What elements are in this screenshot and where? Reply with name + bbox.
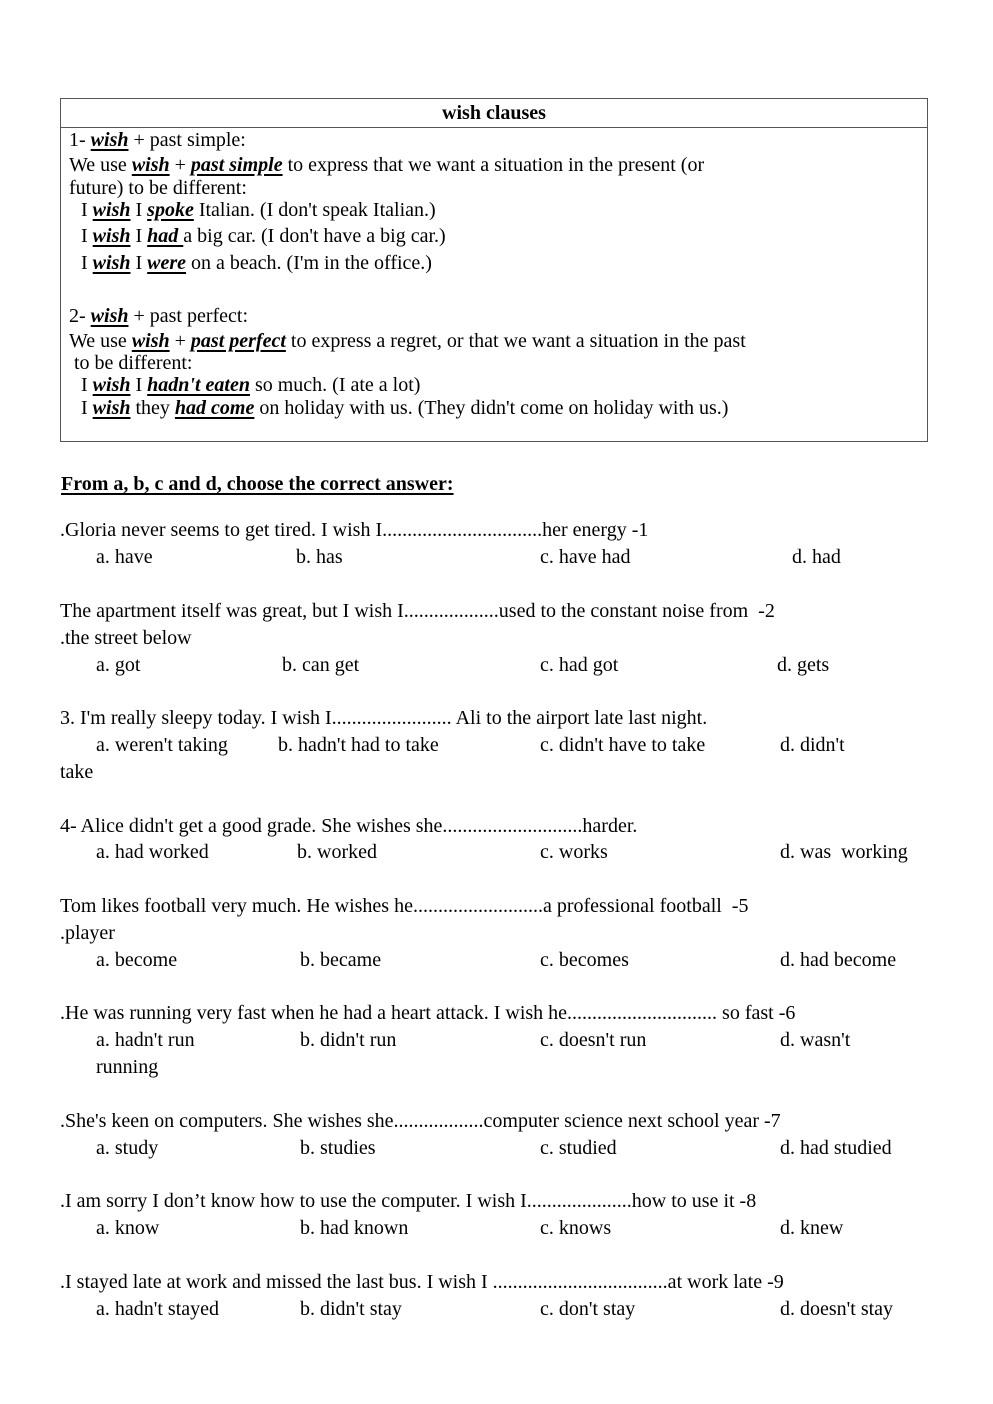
section2-heading-suffix: + past perfect:: [128, 305, 249, 327]
question-4-option-d[interactable]: d. was working: [780, 841, 908, 863]
example-text: a big car. (I don't have a big car.): [183, 225, 446, 247]
question-6-option-c[interactable]: c. doesn't run: [540, 1029, 647, 1051]
question-3-text: 3. I'm really sleepy today. I wish I........................ Ali to the airport late last night.: [60, 707, 708, 729]
example-text: on holiday with us. (They didn't come on holiday with us.): [254, 397, 729, 419]
question-6-option-b[interactable]: b. didn't run: [300, 1029, 397, 1051]
example-text: I: [130, 374, 148, 396]
section2-description: [69, 329, 746, 353]
example-keyword: had come: [174, 397, 255, 419]
question-4-option-c[interactable]: c. works: [540, 841, 608, 863]
question-7-option-c[interactable]: c. studied: [540, 1137, 617, 1159]
question-5-option-a[interactable]: a. become: [96, 949, 178, 971]
desc-text: We use: [69, 154, 132, 176]
example-keyword: wish: [92, 374, 131, 396]
question-4-option-a[interactable]: a. had worked: [96, 841, 209, 863]
question-7-option-b[interactable]: b. studies: [300, 1137, 376, 1159]
question-8-option-a[interactable]: a. know: [96, 1217, 160, 1239]
desc-text: +: [169, 330, 191, 352]
question-6-option-a[interactable]: a. hadn't run: [96, 1029, 195, 1051]
section1-description: [69, 153, 704, 177]
question-2-option-d[interactable]: d. gets: [777, 654, 830, 676]
example-text: Italian. (I don't speak Italian.): [193, 199, 436, 221]
section1-heading-suffix: + past simple:: [128, 129, 246, 151]
section2-description-line2: to be different:: [69, 352, 193, 374]
example-text: I: [130, 252, 148, 274]
section1-heading-prefix: 1-: [69, 129, 91, 151]
desc-keyword: past perfect: [190, 330, 286, 352]
question-1-option-b[interactable]: b. has: [296, 546, 343, 568]
example-keyword: wish: [92, 397, 131, 419]
example-text: so much. (I ate a lot): [249, 374, 421, 396]
desc-keyword: wish: [131, 154, 170, 176]
question-2-option-b[interactable]: b. can get: [282, 654, 360, 676]
example-keyword: spoke: [147, 199, 194, 221]
question-5-text: Tom likes football very much. He wishes he..........................a professional football -5: [60, 895, 749, 917]
question-9-option-d[interactable]: d. doesn't stay: [780, 1298, 894, 1320]
section1-example: [81, 251, 432, 275]
desc-keyword: past simple: [190, 154, 283, 176]
question-6-option-d-wrap: running: [96, 1056, 159, 1078]
example-text: I: [81, 199, 93, 221]
example-keyword: had: [147, 225, 184, 247]
question-7-option-a[interactable]: a. study: [96, 1137, 159, 1159]
section1-description-line2: future) to be different:: [69, 177, 247, 199]
example-text: on a beach. (I'm in the office.): [186, 252, 432, 274]
section1-heading: [69, 128, 246, 152]
section1-example: [81, 224, 446, 248]
question-5-option-d[interactable]: d. had become: [780, 949, 897, 971]
question-7-text: .She's keen on computers. She wishes she..................computer science next school year -7: [60, 1110, 781, 1132]
question-2-option-a[interactable]: a. got: [96, 654, 141, 676]
question-9-option-b[interactable]: b. didn't stay: [300, 1298, 402, 1320]
desc-text: +: [169, 154, 191, 176]
desc-text: to express that we want a situation in the present (or: [282, 154, 705, 176]
example-keyword: wish: [92, 225, 131, 247]
question-3-option-b[interactable]: b. hadn't had to take: [278, 734, 439, 756]
question-5-option-b[interactable]: b. became: [300, 949, 382, 971]
section2-heading-prefix: 2-: [69, 305, 91, 327]
question-1-option-c[interactable]: c. have had: [540, 546, 631, 568]
question-7-option-d[interactable]: d. had studied: [780, 1137, 892, 1159]
question-6-option-d[interactable]: d. wasn't: [780, 1029, 851, 1051]
question-8-option-c[interactable]: c. knows: [540, 1217, 612, 1239]
example-text: I: [81, 397, 93, 419]
question-2-text: The apartment itself was great, but I wish I...................used to the constant noise from -2: [60, 600, 775, 622]
question-8-option-d[interactable]: d. knew: [780, 1217, 844, 1239]
question-3-option-a[interactable]: a. weren't taking: [96, 734, 228, 756]
example-text: I: [130, 225, 148, 247]
section2-heading: [69, 304, 248, 328]
example-keyword: hadn't eaten: [147, 374, 250, 396]
section2-example: [81, 373, 420, 397]
example-text: I: [81, 252, 93, 274]
question-3-option-d-wrap: take: [60, 761, 94, 783]
section1-example: [81, 198, 436, 222]
example-keyword: wish: [92, 252, 131, 274]
question-2-text-line2: .the street below: [60, 627, 192, 649]
question-3-option-d[interactable]: d. didn't: [780, 734, 845, 756]
question-5-option-c[interactable]: c. becomes: [540, 949, 629, 971]
question-5-text-line2: .player: [60, 922, 115, 944]
question-6-text: .He was running very fast when he had a heart attack. I wish he.............................. so fast -6: [60, 1002, 796, 1024]
example-keyword: were: [147, 252, 187, 274]
question-9-option-a[interactable]: a. hadn't stayed: [96, 1298, 220, 1320]
question-2-option-c[interactable]: c. had got: [540, 654, 619, 676]
example-text: I: [81, 225, 93, 247]
question-8-option-b[interactable]: b. had known: [300, 1217, 409, 1239]
desc-text: to express a regret, or that we want a situation in the past: [285, 330, 746, 352]
example-text: they: [130, 397, 175, 419]
section1-heading-keyword: wish: [90, 129, 129, 151]
desc-keyword: wish: [131, 330, 170, 352]
example-keyword: wish: [92, 199, 131, 221]
question-8-text: .I am sorry I don’t know how to use the computer. I wish I.....................how to use it -8: [60, 1190, 757, 1212]
section2-example: [81, 396, 728, 420]
question-9-text: .I stayed late at work and missed the last bus. I wish I ...................................at work late -9: [60, 1271, 784, 1293]
grammar-box-title: wish clauses: [61, 99, 927, 128]
question-1-option-a[interactable]: a. have: [96, 546, 153, 568]
question-4-option-b[interactable]: b. worked: [297, 841, 377, 863]
example-text: I: [81, 374, 93, 396]
question-3-option-c[interactable]: c. didn't have to take: [540, 734, 706, 756]
desc-text: We use: [69, 330, 132, 352]
question-1-text: .Gloria never seems to get tired. I wish I................................her energy -1: [60, 519, 649, 541]
question-1-option-d[interactable]: d. had: [792, 546, 841, 568]
question-4-text: 4- Alice didn't get a good grade. She wishes she............................harder.: [60, 815, 638, 837]
grammar-box: [60, 98, 928, 442]
question-9-option-c[interactable]: c. don't stay: [540, 1298, 636, 1320]
example-text: I: [130, 199, 148, 221]
section2-heading-keyword: wish: [90, 305, 129, 327]
exercise-instruction: From a, b, c and d, choose the correct answer:: [61, 473, 454, 495]
